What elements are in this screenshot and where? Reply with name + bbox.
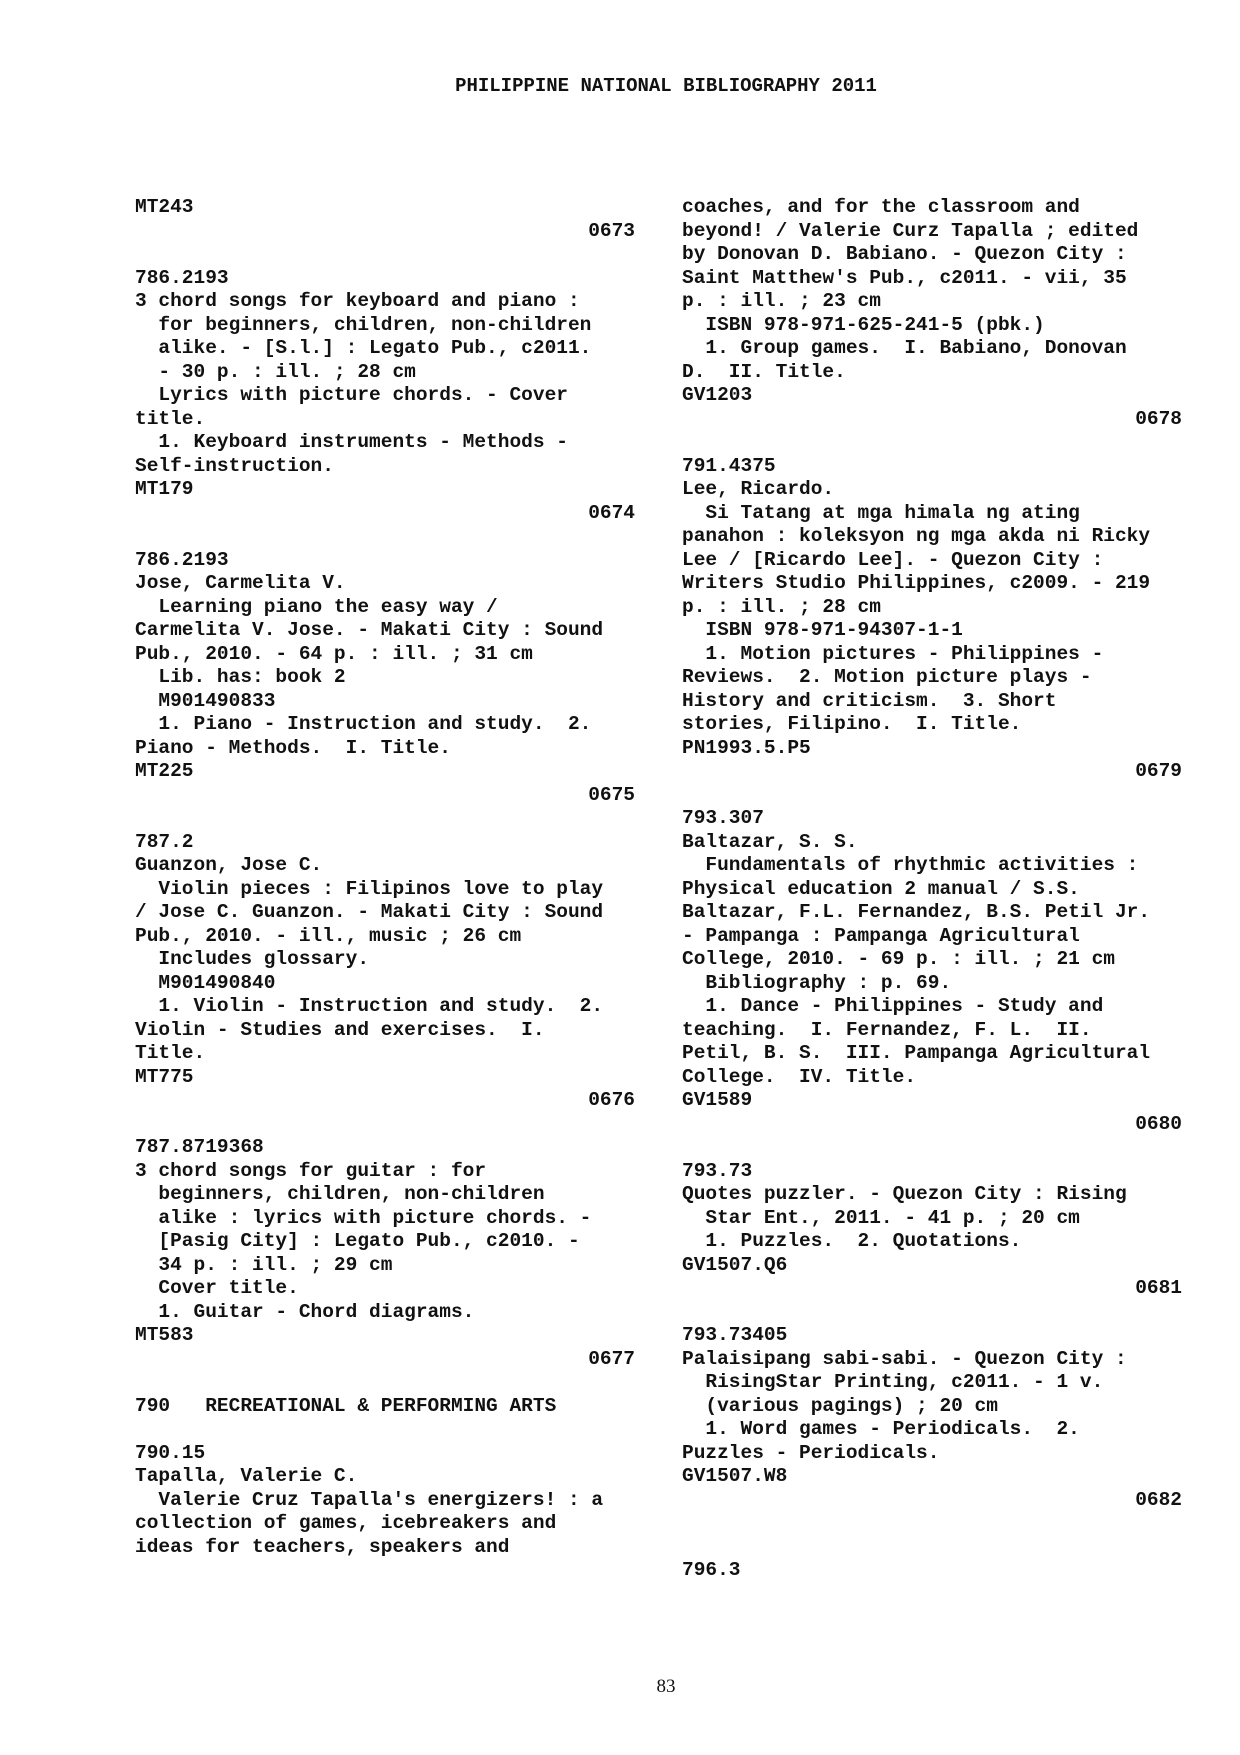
entry-line: by Donovan D. Babiano. - Quezon City : [682,243,1127,265]
entry-number: 0682 [1135,1488,1182,1511]
entry-line: 1. Piano - Instruction and study. 2. [135,713,592,735]
entry-line: Learning piano the easy way / [135,595,498,618]
entry-line: 796.3 [682,1559,741,1581]
entry-line: GV1507.W8 [682,1465,788,1487]
entry-line: 786.2193 [135,266,229,289]
page-header: PHILIPPINE NATIONAL BIBLIOGRAPHY 2011 [455,75,877,97]
entry-line: Fundamentals of rhythmic activities : [682,854,1139,876]
entry-line: GV1203 [682,384,753,406]
entry-number: 0674 [588,501,635,524]
entry-number: 0680 [1135,1112,1182,1135]
entry-line: 1. Guitar - Chord diagrams. [135,1300,475,1323]
entry-line: 1. Motion pictures - Philippines - [682,642,1104,665]
entry-line: for beginners, children, non-children [135,313,592,336]
blank-line [135,1418,635,1442]
entry-line: 1. Dance - Philippines - Study and [682,995,1104,1017]
blank-line [682,1512,1182,1536]
entry-line: M901490833 [135,689,276,712]
entry-line: 790 RECREATIONAL & PERFORMING ARTS [135,1394,557,1417]
entry-line: D. II. Title. [682,360,846,383]
blank-line [135,525,635,549]
blank-line [682,431,1182,455]
entry-line: Piano - Methods. I. Title. [135,736,451,759]
entry-line: alike. - [S.l.] : Legato Pub., c2011. [135,337,592,359]
entry-line: Pub., 2010. - 64 p. : ill. ; 31 cm [135,642,533,665]
entry-line: 793.307 [682,807,764,829]
entry-line: Self-instruction. [135,454,334,477]
entry-line: 791.4375 [682,454,776,477]
entry-line: MT583 [135,1324,194,1346]
entry-line: Petil, B. S. III. Pampanga Agricultural [682,1042,1151,1064]
entry-line: 786.2193 [135,548,229,571]
entry-line: 1. Keyboard instruments - Methods - [135,431,568,453]
entry-line: MT775 [135,1065,194,1088]
entry-line: 3 chord songs for guitar : for [135,1159,487,1182]
entry-line: Saint Matthew's Pub., c2011. - vii, 35 [682,266,1127,289]
blank-line [135,807,635,831]
entry-line: [Pasig City] : Legato Pub., c2010. - [135,1230,580,1252]
entry-line: stories, Filipino. I. Title. [682,713,1022,735]
entry-line: 790.15 [135,1441,206,1464]
blank-line [682,1301,1182,1325]
entry-line: Violin pieces : Filipinos love to play [135,877,604,900]
entry-line: coaches, and for the classroom and [682,196,1080,218]
entry-line: teaching. I. Fernandez, F. L. II. [682,1018,1092,1041]
entry-line: Puzzles - Periodicals. [682,1441,940,1464]
entry-line: 787.8719368 [135,1136,264,1158]
entry-line: - 30 p. : ill. ; 28 cm [135,360,416,383]
entry-line: - Pampanga : Pampanga Agricultural [682,924,1080,947]
entry-line: PN1993.5.P5 [682,736,811,759]
entry-line: Violin - Studies and exercises. I. [135,1018,545,1041]
entry-line: ISBN 978-971-94307-1-1 [682,619,963,641]
blank-line [682,784,1182,808]
entry-line: Guanzon, Jose C. [135,854,323,876]
entry-number: 0676 [588,1089,635,1111]
entry-line: Cover title. [135,1277,299,1299]
entry-line: MT179 [135,478,194,500]
entry-line: (various pagings) ; 20 cm [682,1394,998,1417]
entry-line: 793.73405 [682,1324,788,1346]
entry-number: 0681 [1135,1277,1182,1299]
entry-line: Includes glossary. [135,948,370,970]
entry-line: College. IV. Title. [682,1065,917,1088]
entry-line: GV1589 [682,1089,753,1111]
entry-line: M901490840 [135,971,276,994]
left-column [135,196,635,1559]
entry-line: Physical education 2 manual / S.S. [682,877,1080,900]
entry-line: Carmelita V. Jose. - Makati City : Sound [135,619,604,641]
entry-line: GV1507.Q6 [682,1253,788,1276]
entry-line: 34 p. : ill. ; 29 cm [135,1253,393,1276]
entry-line: p. : ill. ; 23 cm [682,290,881,312]
entry-line: MT225 [135,760,194,782]
entry-line: ISBN 978-971-625-241-5 (pbk.) [682,313,1045,336]
blank-line [135,1371,635,1395]
entry-line: Lee, Ricardo. [682,478,835,500]
entry-line: Valerie Cruz Tapalla's energizers! : a [135,1488,604,1511]
entry-line: Reviews. 2. Motion picture plays - [682,666,1092,688]
entry-line: title. [135,407,206,430]
entry-line: Palaisipang sabi-sabi. - Quezon City : [682,1347,1127,1370]
entry-line: Si Tatang at mga himala ng ating [682,501,1080,524]
entry-line: Lib. has: book 2 [135,666,346,688]
entry-line: Tapalla, Valerie C. [135,1465,358,1487]
blank-line [682,1536,1182,1560]
entry-line: MT243 [135,196,194,218]
entry-line: Star Ent., 2011. - 41 p. ; 20 cm [682,1206,1080,1229]
blank-line [682,1136,1182,1160]
entry-line: / Jose C. Guanzon. - Makati City : Sound [135,901,604,923]
entry-line: Lee / [Ricardo Lee]. - Quezon City : [682,548,1104,571]
entry-line: RisingStar Printing, c2011. - 1 v. [682,1371,1104,1393]
blank-line [135,243,635,267]
entry-line: Title. [135,1042,206,1064]
blank-line [135,1113,635,1137]
entry-line: 1. Word games - Periodicals. 2. [682,1418,1080,1440]
entry-number: 0673 [588,219,635,242]
entry-line: 3 chord songs for keyboard and piano : [135,290,580,312]
entry-line: Writers Studio Philippines, c2009. - 219 [682,572,1151,594]
entry-line: Pub., 2010. - ill., music ; 26 cm [135,924,522,947]
entry-line: History and criticism. 3. Short [682,689,1057,712]
entry-line: 1. Puzzles. 2. Quotations. [682,1230,1022,1252]
entry-line: collection of games, icebreakers and [135,1512,557,1534]
entry-line: Baltazar, F.L. Fernandez, B.S. Petil Jr. [682,901,1151,923]
entry-number: 0675 [588,783,635,806]
entry-line: 1. Group games. I. Babiano, Donovan [682,337,1127,359]
entry-line: beyond! / Valerie Curz Tapalla ; edited [682,219,1139,242]
entry-number: 0678 [1135,407,1182,430]
entry-line: alike : lyrics with picture chords. - [135,1206,592,1229]
entry-line: Jose, Carmelita V. [135,572,346,594]
entry-line: Lyrics with picture chords. - Cover [135,384,568,406]
entry-number: 0679 [1135,760,1182,782]
entry-line: beginners, children, non-children [135,1183,545,1205]
page-number: 83 [656,1676,676,1697]
entry-line: 787.2 [135,830,194,853]
entry-line: 793.73 [682,1159,753,1182]
entry-line: ideas for teachers, speakers and [135,1535,510,1558]
entry-line: 1. Violin - Instruction and study. 2. [135,995,604,1017]
entry-line: College, 2010. - 69 p. : ill. ; 21 cm [682,948,1115,970]
entry-line: Bibliography : p. 69. [682,971,952,994]
entry-line: Baltazar, S. S. [682,830,858,853]
entry-number: 0677 [588,1347,635,1370]
right-column [682,196,1182,1583]
entry-line: panahon : koleksyon ng mga akda ni Ricky [682,525,1151,547]
entry-line: p. : ill. ; 28 cm [682,595,881,618]
entry-line: Quotes puzzler. - Quezon City : Rising [682,1183,1127,1205]
